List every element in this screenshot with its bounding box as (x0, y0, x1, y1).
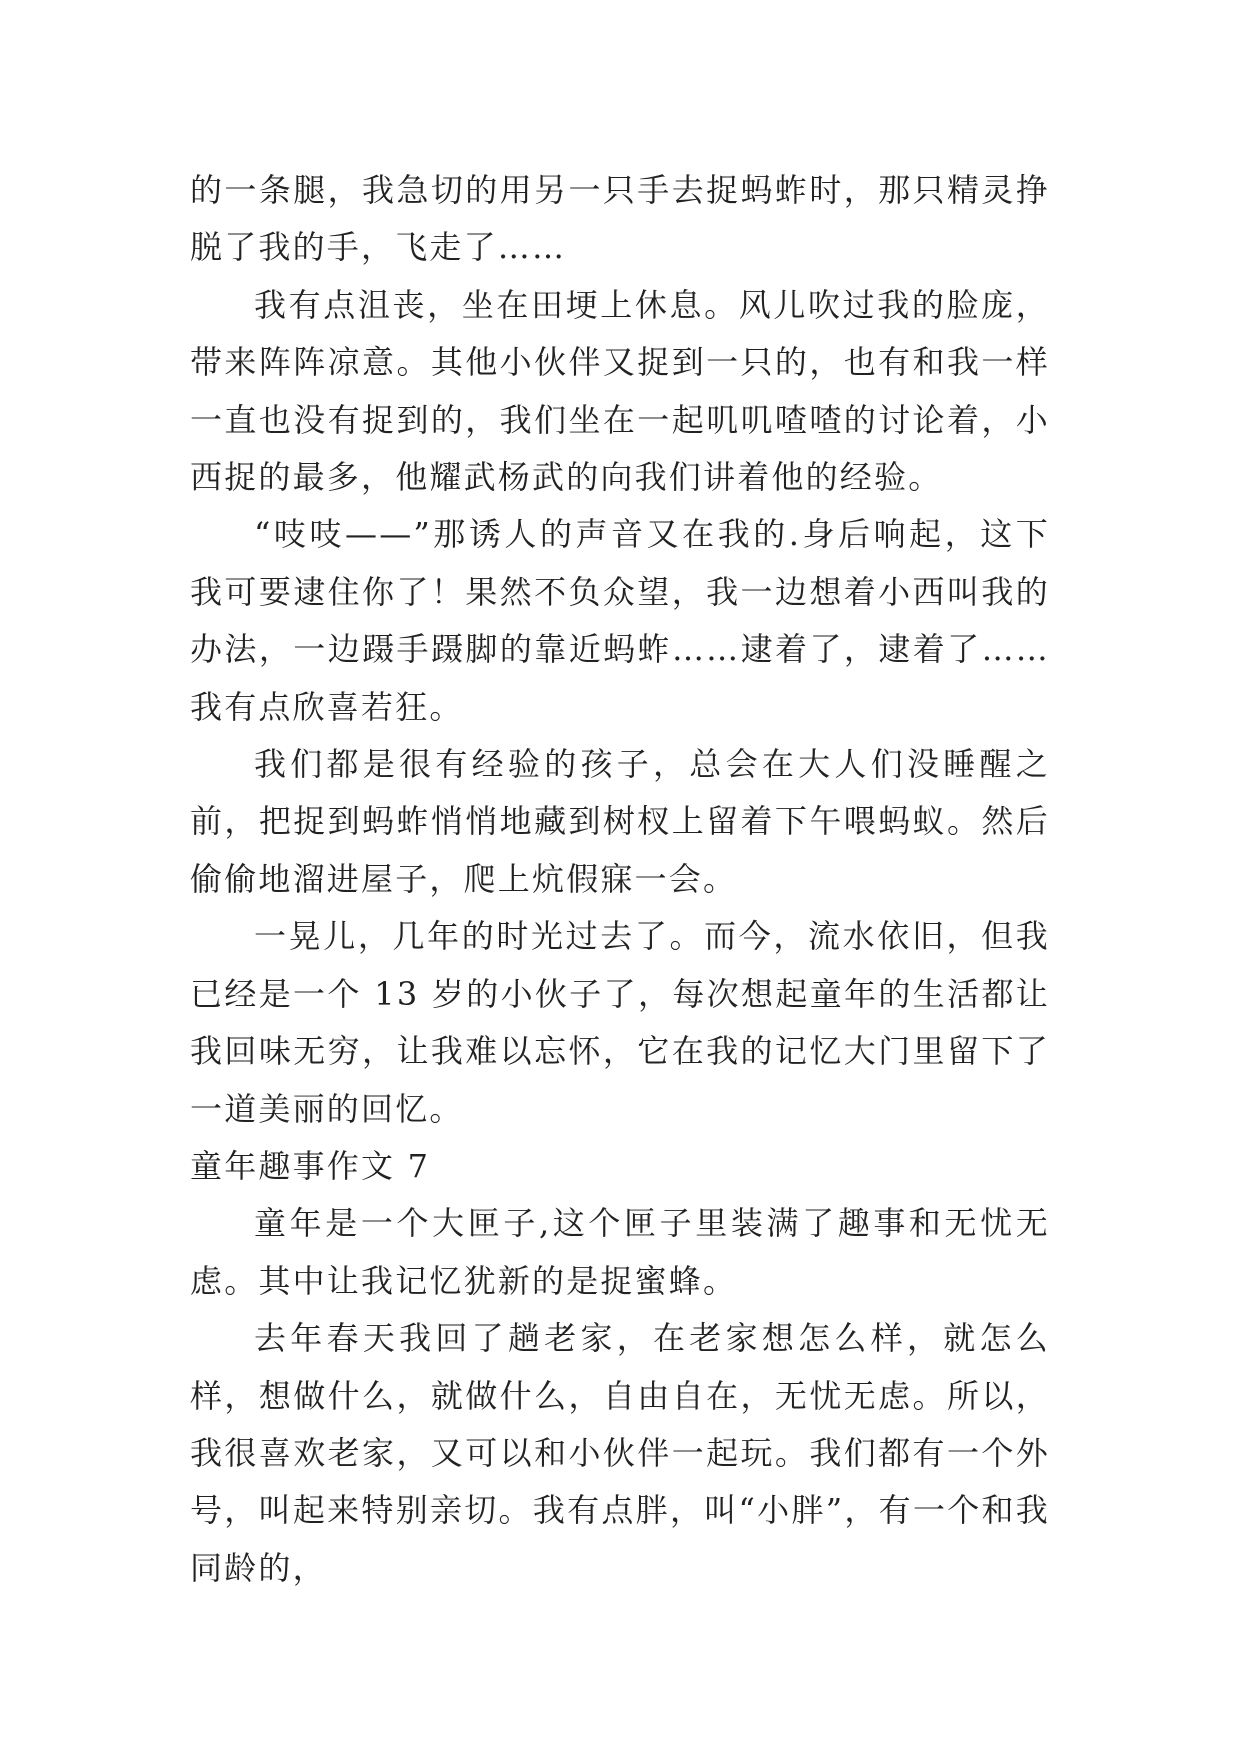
section-heading: 童年趣事作文 7 (190, 1146, 431, 1185)
paragraph: 去年春天我回了趟老家，在老家想怎么样，就怎么样，想做什么，就做什么，自由自在，无忧无虑。所以，我很喜欢老家，又可以和小伙伴一起玩。我们都有一个外号，叫起来特别亲切。我有点胖，叫“小胖”，有一个和我同龄的， (190, 1319, 1050, 1587)
paragraph: 的一条腿，我急切的用另一只手去捉蚂蚱时，那只精灵挣脱了我的手，飞走了…… (190, 171, 1050, 267)
paragraph: 我们都是很有经验的孩子，总会在大人们没睡醒之前，把捉到蚂蚱悄悄地藏到树杈上留着下午喂蚂蚁。然后偷偷地溜进屋子，爬上炕假寐一会。 (190, 745, 1050, 898)
paragraph: 童年是一个大匣子,这个匣子里装满了趣事和无忧无虑。其中让我记忆犹新的是捉蜜蜂。 (190, 1204, 1050, 1300)
paragraph: 一晃儿，几年的时光过去了。而今，流水依旧，但我已经是一个 13 岁的小伙子了，每次想起童年的生活都让我回味无穷，让我难以忘怀，它在我的记忆大门里留下了一道美丽的回忆。 (190, 917, 1050, 1128)
paragraph: 我有点沮丧，坐在田埂上休息。风儿吹过我的脸庞，带来阵阵凉意。其他小伙伴又捉到一只的，也有和我一样一直也没有捉到的，我们坐在一起叽叽喳喳的讨论着，小西捉的最多，他耀武杨武的向我们讲着他的经验。 (190, 285, 1050, 497)
document-body (190, 162, 1050, 1597)
paragraph: “吱吱——”那诱人的声音又在我的.身后响起，这下我可要逮住你了！果然不负众望，我一边想着小西叫我的办法，一边蹑手蹑脚的靠近蚂蚱……逮着了，逮着了……我有点欣喜若狂。 (190, 515, 1050, 726)
